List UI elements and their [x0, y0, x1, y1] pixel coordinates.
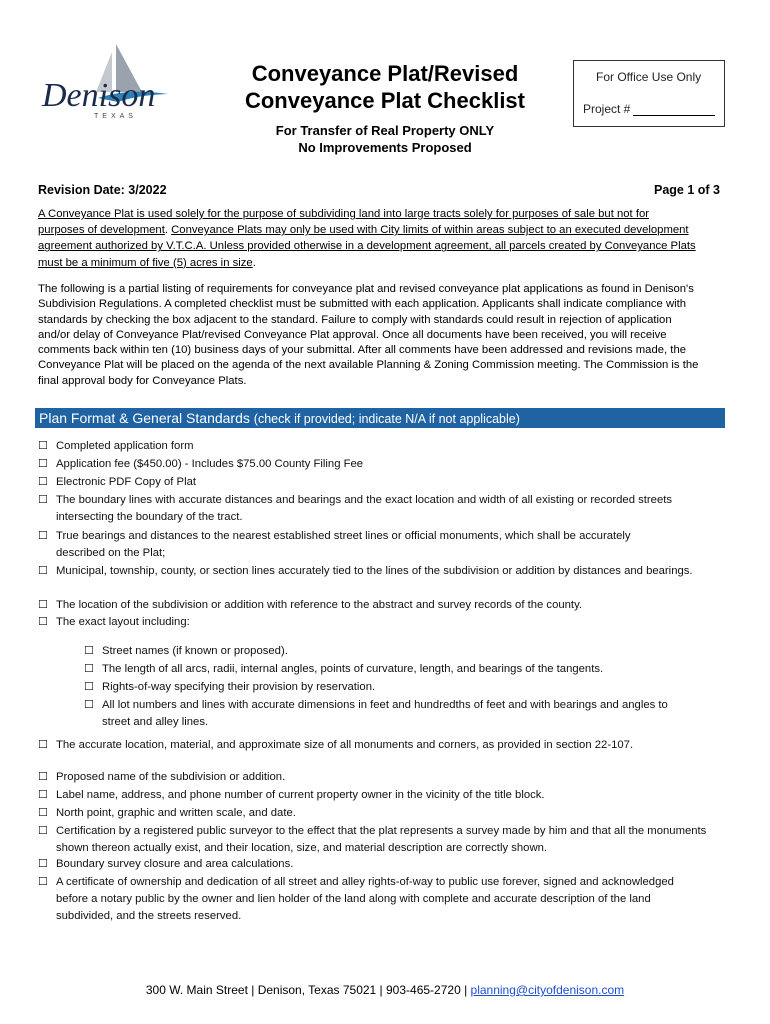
intro-end: .	[252, 256, 256, 269]
checklist-item[interactable]: ☐ Proposed name of the subdivision or addition.	[38, 769, 718, 786]
intro-paragraph	[38, 206, 698, 271]
checklist-item[interactable]: ☐ The boundary lines with accurate distances and bearings and the exact location and width of all existing or recorded streets intersecting the boundary of the tract.	[38, 494, 673, 523]
checklist-item[interactable]: ☐ Electronic PDF Copy of Plat	[38, 474, 718, 491]
logo-wordmark: Denison	[42, 77, 156, 114]
checkbox-icon[interactable]: ☐	[38, 876, 48, 888]
title-line-2: Conveyance Plat Checklist	[244, 88, 525, 113]
checklist-item[interactable]: ☐ Municipal, township, county, or section lines accurately tied to the lines of the subdivision or addition by distances and bearings.	[38, 563, 723, 580]
section-title: Plan Format & General Standards	[39, 410, 250, 426]
checklist-subitem[interactable]: ☐ Rights-of-way specifying their provision by reservation.	[84, 679, 684, 696]
checklist-item[interactable]: ☐ Application fee ($450.00) - Includes $75.00 County Filing Fee	[38, 456, 718, 473]
checkbox-icon[interactable]: ☐	[38, 789, 48, 801]
checkbox-icon[interactable]: ☐	[38, 825, 48, 837]
subtitle-line-1: For Transfer of Real Property ONLY	[275, 123, 495, 138]
checkbox-icon[interactable]: ☐	[84, 681, 94, 693]
footer	[0, 983, 770, 997]
section-banner	[35, 408, 725, 428]
checkbox-icon[interactable]: ☐	[38, 771, 48, 783]
checklist-item[interactable]: ☐ Certification by a registered public surveyor to the effect that the plat represents a survey made by him and that all the monuments shown thereon actually exist, and their location, size, and material description are correctly shown.	[38, 825, 707, 854]
checkbox-icon[interactable]: ☐	[38, 858, 48, 870]
checkbox-icon[interactable]: ☐	[38, 599, 48, 611]
intro-part-1: A Conveyance Plat is used solely for the purpose of subdividing land into large tracts solely for purposes of sale but not for purposes of development	[38, 208, 650, 237]
instructions-paragraph: The following is a partial listing of requirements for conveyance plat and revised conveyance plat applications as found in Denison's Subdivision Regulations. A completed checklist must be submitted with each application. Applicants shall indicate compliance with standards by checking the box adjacent to the standard. Failure to comply with standards could result in rejection of application and/or delay of Conveyance Plat/revised Conveyance Plat approval. Once all documents have been received, you will receive comments back within ten (10) business days of your submittal. After all comments have been addressed and revisions made, the Conveyance Plat will be placed on the agenda of the next available Planning & Zoning Commission meeting. The Commission is the final approval body for Conveyance Plats.	[38, 283, 699, 387]
checkbox-icon[interactable]: ☐	[38, 494, 48, 506]
checklist-item[interactable]: ☐ Boundary survey closure and area calculations.	[38, 856, 718, 873]
checkbox-icon[interactable]: ☐	[38, 530, 48, 542]
checkbox-icon[interactable]: ☐	[84, 645, 94, 657]
checkbox-icon[interactable]: ☐	[84, 663, 94, 675]
checklist-item[interactable]: ☐ The accurate location, material, and approximate size of all monuments and corners, as provided in section 22-107.	[38, 737, 688, 754]
checkbox-icon[interactable]: ☐	[38, 807, 48, 819]
checklist-subitem[interactable]: ☐ All lot numbers and lines with accurate dimensions in feet and hundredths of feet and with bearings and angles to street and alley lines.	[84, 699, 668, 728]
checkbox-icon[interactable]: ☐	[38, 739, 48, 751]
footer-address: 300 W. Main Street | Denison, Texas 75021 | 903-465-2720 |	[145, 983, 471, 997]
checkbox-icon[interactable]: ☐	[38, 565, 48, 577]
intro-separator: .	[164, 224, 172, 237]
project-number-field[interactable]	[633, 104, 715, 116]
checkbox-icon[interactable]: ☐	[38, 476, 48, 488]
checklist-item[interactable]: ☐ True bearings and distances to the nearest established street lines or official monuments, which shall be accurately described on the Plat;	[38, 530, 631, 559]
checkbox-icon[interactable]: ☐	[38, 440, 48, 452]
checkbox-icon[interactable]: ☐	[38, 458, 48, 470]
logo-subtext: TEXAS	[94, 113, 137, 120]
checklist-subitem[interactable]: ☐ Street names (if known or proposed).	[84, 643, 684, 660]
checklist-subitem[interactable]: ☐ The length of all arcs, radii, internal angles, points of curvature, length, and bearings of the tangents.	[84, 661, 704, 678]
document-title	[230, 60, 540, 156]
denison-logo	[38, 40, 188, 122]
footer-email-link[interactable]: planning@cityofdenison.com	[470, 983, 625, 997]
checkbox-icon[interactable]: ☐	[38, 616, 48, 628]
checklist-item[interactable]: ☐ The location of the subdivision or addition with reference to the abstract and survey records of the county.	[38, 597, 718, 614]
subtitle-line-2: No Improvements Proposed	[298, 140, 472, 155]
project-number-row	[583, 102, 715, 116]
intro-part-2: Conveyance Plats may only be used with City limits of within areas subject to an executed development agreement authorized by V.T.C.A. Unless provided otherwise in a development agreement, all parcels created by Conveyance Plats must be a minimum of five (5) acres in size	[38, 224, 696, 269]
page-number: Page 1 of 3	[654, 183, 720, 197]
checklist-item[interactable]: ☐ Completed application form	[38, 438, 718, 455]
section-note: (check if provided; indicate N/A if not applicable)	[253, 412, 520, 426]
title-line-1: Conveyance Plat/Revised	[251, 61, 519, 86]
checklist-item[interactable]: ☐ A certificate of ownership and dedication of all street and alley rights-of-way to public use forever, signed and acknowledged before a notary public by the owner and lien holder of the land along with complete and accurate description of the land subdivided, and the streets reserved.	[38, 876, 674, 922]
sailboat-logo-icon	[38, 40, 188, 122]
checklist-item[interactable]: ☐ Label name, address, and phone number of current property owner in the vicinity of the title block.	[38, 787, 718, 804]
revision-date: Revision Date: 3/2022	[38, 183, 167, 197]
checkbox-icon[interactable]: ☐	[84, 699, 94, 711]
checklist-item[interactable]: ☐ The exact layout including:	[38, 614, 718, 631]
office-use-box	[573, 60, 725, 127]
project-number-label: Project #	[583, 102, 631, 116]
checklist-item[interactable]: ☐ North point, graphic and written scale, and date.	[38, 805, 718, 822]
office-use-label: For Office Use Only	[596, 70, 702, 84]
